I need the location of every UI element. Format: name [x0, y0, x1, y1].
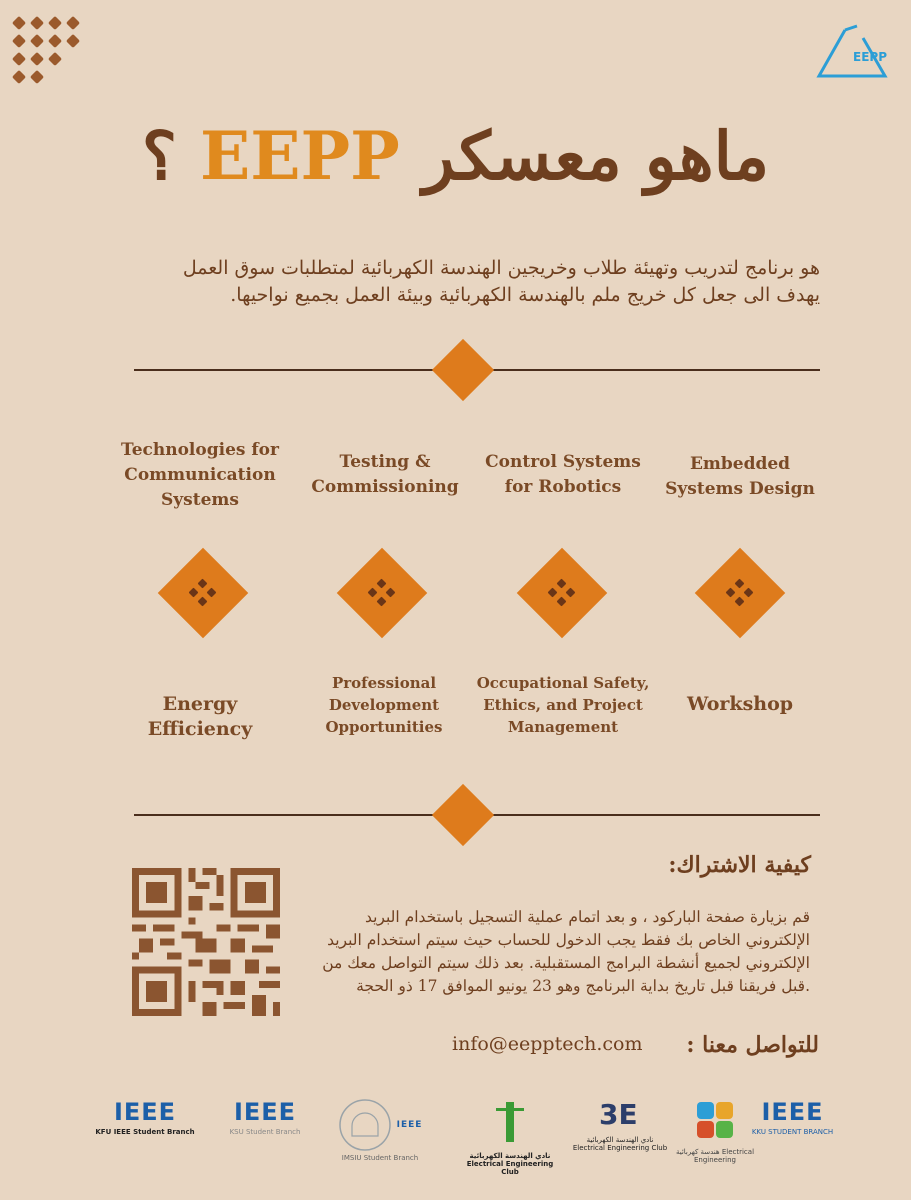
sponsor-kku-ieee: IEEE KKU STUDENT BRANCH [751, 1098, 834, 1136]
sponsor-kfu-ieee: IEEE KFU IEEE Student Branch [95, 1098, 195, 1136]
intro-line: يهدف الى جعل كل خريج ملم بالهندسة الكهربائية وبيئة العمل بجميع نواحيها. [230, 284, 820, 306]
sponsor-electrical-engineering: هندسة كهربائية Electrical Engineering [665, 1098, 765, 1164]
topic-workshop: Workshop [686, 693, 794, 715]
contact-label: للتواصل معنا : [686, 1032, 819, 1058]
how-to-subscribe-title: كيفية الاشتراك: [668, 852, 811, 878]
logo-text: EEPP [853, 50, 887, 64]
page-title [0, 108, 911, 204]
topic-control-systems: Control Systems for Robotics [485, 452, 641, 497]
3e-logo-icon [597, 1098, 643, 1130]
topic-energy-efficiency: Energy Efficiency [147, 693, 253, 740]
topic-node [695, 548, 785, 638]
title-accent: EEPP [199, 117, 400, 195]
title-question-mark: ؟ [141, 117, 177, 195]
decorative-dots [14, 18, 84, 88]
topic-occupational-safety: Occupational Safety, Ethics, and Project Management [476, 674, 650, 736]
mosque-emblem-icon [338, 1098, 392, 1152]
sponsor-ee-club: 3E نادي الهندسة الكهربائية Electrical Engineering Club [572, 1098, 668, 1152]
registration-qr-code[interactable] [132, 868, 280, 1016]
svg-text:3E: 3E [599, 1098, 638, 1130]
sponsor-imsiu-ieee: IEEE IMSIU Student Branch [330, 1098, 430, 1162]
contact-email-link[interactable]: info@eepptech.com [452, 1033, 643, 1055]
sponsor-ee-club-green: نادي الهندسة الكهربائية Electrical Engineering Club [460, 1098, 560, 1176]
how-line: الإلكتروني لجميع أنشطة البرامج المستقبلية. بعد ذلك سيتم التواصل معك من [322, 954, 810, 972]
sponsor-ksu-ieee: IEEE KSU Student Branch [229, 1098, 301, 1136]
topic-professional-development: Professional Development Opportunities [325, 674, 443, 736]
how-line: .قبل فريقنا قبل تاريخ بداية البرنامج وهو 23 يونيو الموافق 17 ذو الحجة [356, 977, 810, 995]
intro-text [100, 255, 820, 309]
divider-diamond [432, 339, 494, 401]
topic-communication-systems: Technologies for Communication Systems [121, 440, 279, 510]
topic-embedded-systems: Embedded Systems Design [665, 454, 815, 499]
how-to-subscribe-text [290, 906, 810, 998]
topic-node [517, 548, 607, 638]
divider-diamond [432, 784, 494, 846]
ee-emblem-icon [693, 1098, 737, 1142]
intro-line: هو برنامج لتدريب وتهيئة طلاب وخريجين الهندسة الكهربائية لمتطلبات سوق العمل [182, 257, 820, 279]
topic-testing-commissioning: Testing & Commissioning [311, 452, 459, 497]
how-line: قم بزيارة صفحة الباركود ، و بعد اتمام عملية التسجيل باستخدام البريد [364, 908, 810, 926]
tower-icon [490, 1098, 530, 1146]
how-line: الإلكتروني الخاص بك فقط يجب الدخول للحساب حيث سيتم استخدام البريد [327, 931, 810, 949]
title-arabic: ماهو معسكر [422, 117, 770, 195]
topic-node [158, 548, 248, 638]
sponsor-logos [90, 1098, 850, 1176]
topic-node [337, 548, 427, 638]
